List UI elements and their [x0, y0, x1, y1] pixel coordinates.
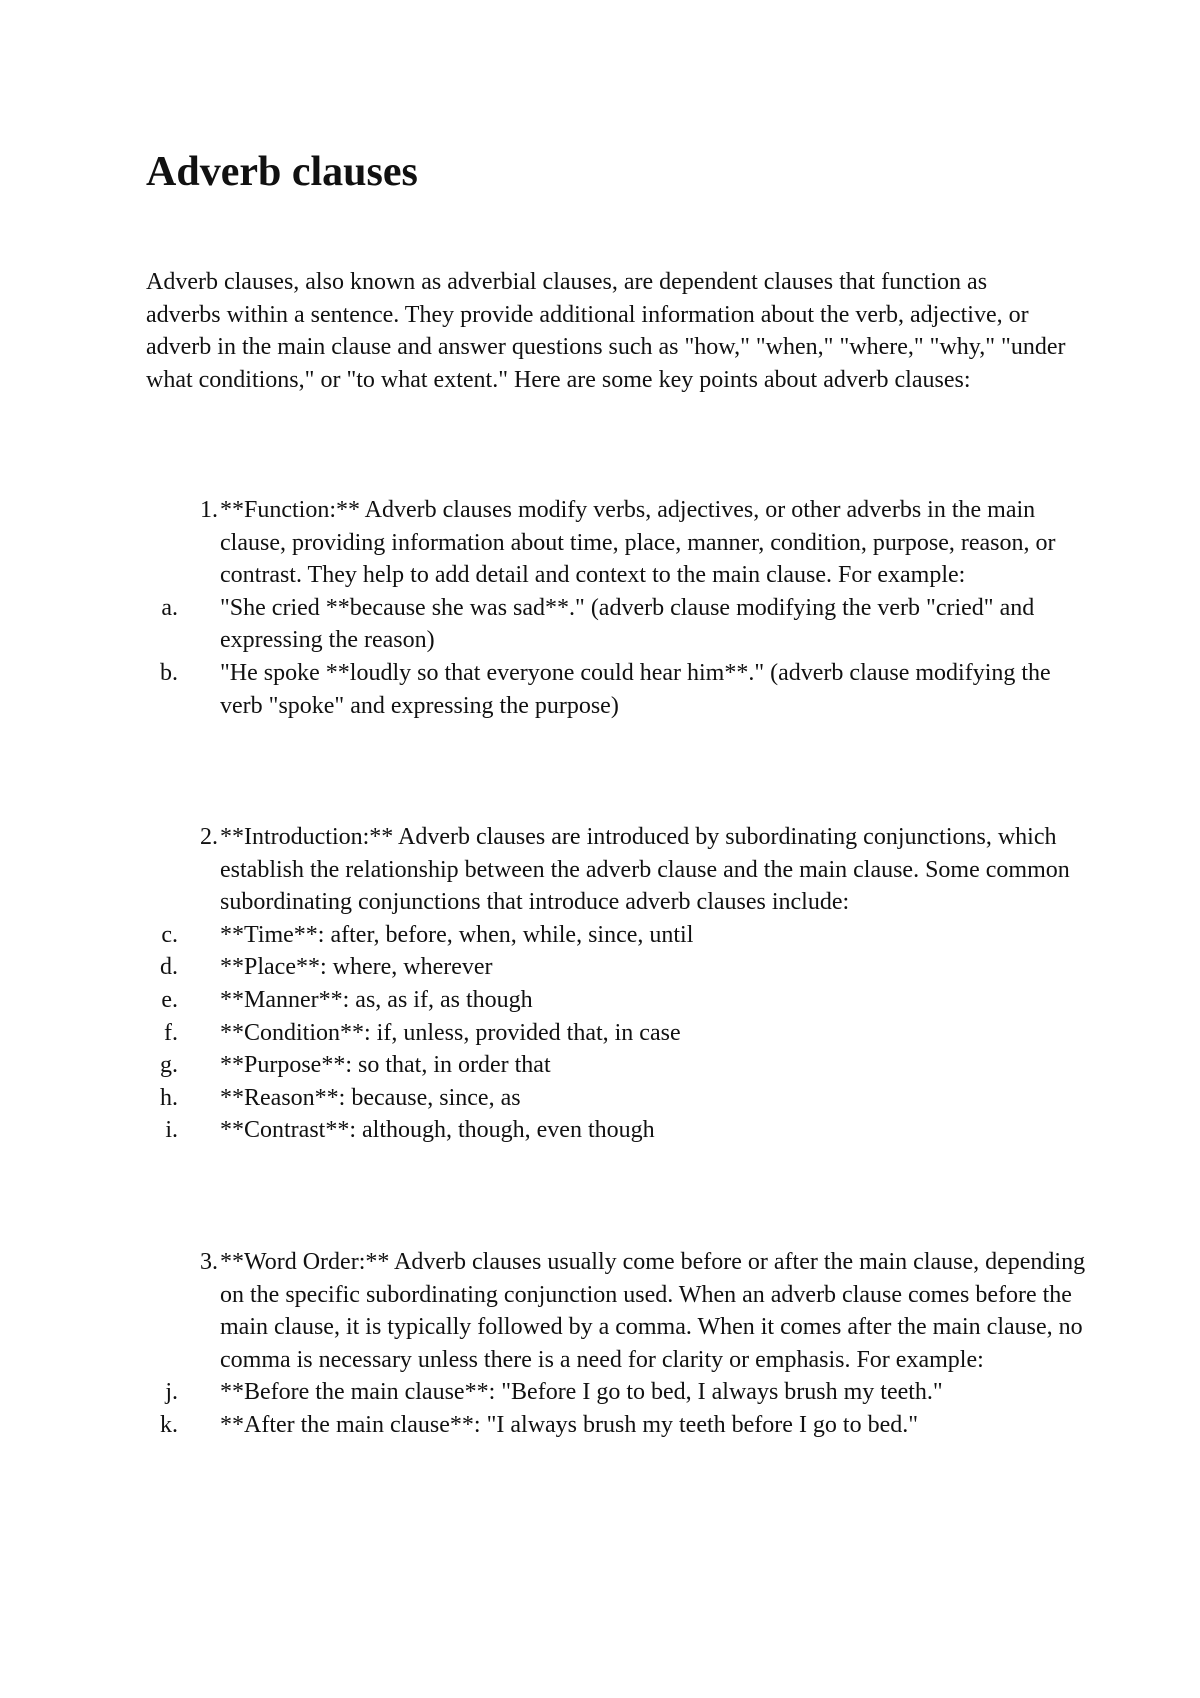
sub-list [146, 1376, 1096, 1441]
list-item-text: **Word Order:** Adverb clauses usually come before or after the main clause, depending on the specific subordinating conjunction used. When an adverb clause comes before the main clause, it is typically followed by a comma. When it comes after the main clause, no comma is necessary unless there is a need for clarity or emphasis. For example: [220, 1249, 1086, 1373]
list-item-word-order [146, 1246, 1096, 1442]
sub-list-text: **Condition**: if, unless, provided that, in case [220, 1019, 681, 1046]
sub-list-text: **Manner**: as, as if, as though [220, 986, 533, 1013]
sub-list-item [146, 1082, 1096, 1115]
sub-list-letter: c. [161, 921, 178, 948]
sub-list-text: **After the main clause**: "I always brush my teeth before I go to bed." [220, 1411, 919, 1438]
sub-list-letter: f. [164, 1019, 178, 1046]
sub-list-item [146, 1049, 1096, 1082]
sub-list-letter: k. [160, 1411, 178, 1438]
sub-list-item [146, 657, 1096, 722]
sub-list [146, 919, 1096, 1147]
sub-list-text: **Place**: where, wherever [220, 954, 493, 981]
list-item-text: **Function:** Adverb clauses modify verbs, adjectives, or other adverbs in the main clause, providing information about time, place, manner, condition, purpose, reason, or contrast. They help to add detail and context to the main clause. For example: [220, 497, 1056, 589]
sub-list-text: **Reason**: because, since, as [220, 1084, 521, 1111]
sub-list-letter: g. [160, 1052, 178, 1079]
sub-list-text: **Before the main clause**: "Before I go to bed, I always brush my teeth." [220, 1379, 943, 1406]
sub-list-item [146, 1017, 1096, 1050]
sub-list-letter: e. [161, 986, 178, 1013]
sub-list-letter: h. [160, 1084, 178, 1111]
sub-list-item [146, 1376, 1096, 1409]
sub-list-text: **Purpose**: so that, in order that [220, 1052, 551, 1079]
sub-list-text: "She cried **because she was sad**." (adverb clause modifying the verb "cried" and expressing the reason) [220, 594, 1035, 654]
list-number: 3. [200, 1249, 218, 1275]
sub-list-letter: j. [165, 1379, 178, 1406]
sub-list-item [146, 1409, 1096, 1442]
intro-paragraph: Adverb clauses, also known as adverbial clauses, are dependent clauses that function as adverbs within a sentence. They provide additional information about the verb, adjective, or adverb in the main clause and answer questions such as "how," "when," "where," "why," "under what conditions," or "to what extent." Here are some key points about adverb clauses: [146, 269, 1066, 393]
page-title: Adverb clauses [146, 149, 418, 195]
list-item-function [146, 494, 1096, 722]
sub-list-letter: d. [160, 954, 178, 981]
sub-list-item [146, 984, 1096, 1017]
list-number: 2. [200, 824, 218, 850]
sub-list-text: **Contrast**: although, though, even though [220, 1117, 655, 1144]
list-item-introduction [146, 821, 1096, 1147]
sub-list-text: "He spoke **loudly so that everyone could hear him**." (adverb clause modifying the verb "spoke" and expressing the purpose) [220, 659, 1051, 719]
sub-list-text: **Time**: after, before, when, while, since, until [220, 921, 694, 948]
list-item-text: **Introduction:** Adverb clauses are introduced by subordinating conjunctions, which establish the relationship between the adverb clause and the main clause. Some common subordinating conjunctions that introduce adverb clauses include: [220, 824, 1070, 916]
sub-list-item [146, 951, 1096, 984]
sub-list-item [146, 592, 1096, 657]
list-number: 1. [200, 497, 218, 523]
sub-list [146, 592, 1096, 722]
sub-list-item [146, 919, 1096, 952]
sub-list-letter: b. [160, 659, 178, 686]
sub-list-letter: i. [165, 1117, 178, 1144]
sub-list-letter: a. [161, 594, 178, 621]
sub-list-item [146, 1114, 1096, 1147]
